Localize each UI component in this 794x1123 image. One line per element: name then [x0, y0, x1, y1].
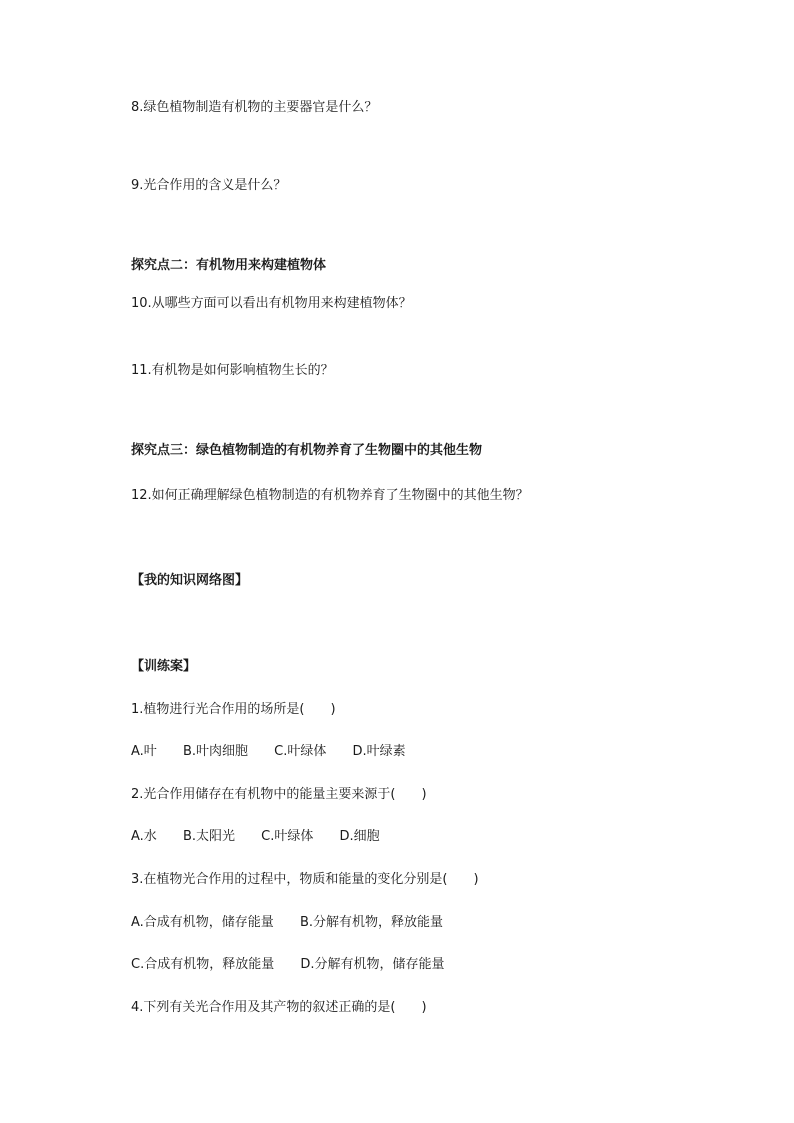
- option-a: A.水: [131, 829, 157, 844]
- option-a: A.叶: [131, 744, 157, 759]
- option-c: C.合成有机物，释放能量: [131, 957, 275, 972]
- option-b: B.分解有机物，释放能量: [299, 915, 444, 930]
- q9: 9.光合作用的含义是什么？: [131, 178, 287, 193]
- training-q1: 1.植物进行光合作用的场所是( ): [131, 702, 336, 717]
- q10: 10.从哪些方面可以看出有机物用来构建植物体？: [131, 296, 412, 311]
- option-d: D.细胞: [339, 829, 380, 844]
- training-q4: 4.下列有关光合作用及其产物的叙述正确的是( ): [131, 1000, 427, 1015]
- training-heading: 【训练案】: [131, 659, 197, 674]
- training-q3: 3.在植物光合作用的过程中，物质和能量的变化分别是( ): [131, 872, 479, 887]
- option-c: C.叶绿体: [261, 829, 314, 844]
- option-c: C.叶绿体: [274, 744, 327, 759]
- option-b: B.叶肉细胞: [182, 744, 249, 759]
- training-q3-options-row2: [131, 956, 445, 974]
- section3-heading: 探究点三：绿色植物制造的有机物养育了生物圈中的其他生物: [131, 443, 483, 458]
- option-a: A.合成有机物，储存能量: [131, 915, 274, 930]
- training-q2: 2.光合作用储存在有机物中的能量主要来源于( ): [131, 787, 427, 802]
- q8: 8.绿色植物制造有机物的主要器官是什么？: [131, 100, 378, 115]
- q11: 11.有机物是如何影响植物生长的？: [131, 363, 334, 378]
- option-b: B.太阳光: [182, 829, 236, 844]
- q12: 12.如何正确理解绿色植物制造的有机物养育了生物圈中的其他生物？: [131, 488, 529, 503]
- training-q2-options: [131, 828, 380, 846]
- training-q3-options-row1: [131, 914, 443, 932]
- option-d: D.分解有机物，储存能量: [300, 957, 445, 972]
- training-q1-options: [131, 743, 406, 761]
- option-d: D.叶绿素: [352, 744, 406, 759]
- knowledge-map-heading: 【我的知识网络图】: [131, 573, 249, 588]
- section2-heading: 探究点二：有机物用来构建植物体: [131, 258, 327, 273]
